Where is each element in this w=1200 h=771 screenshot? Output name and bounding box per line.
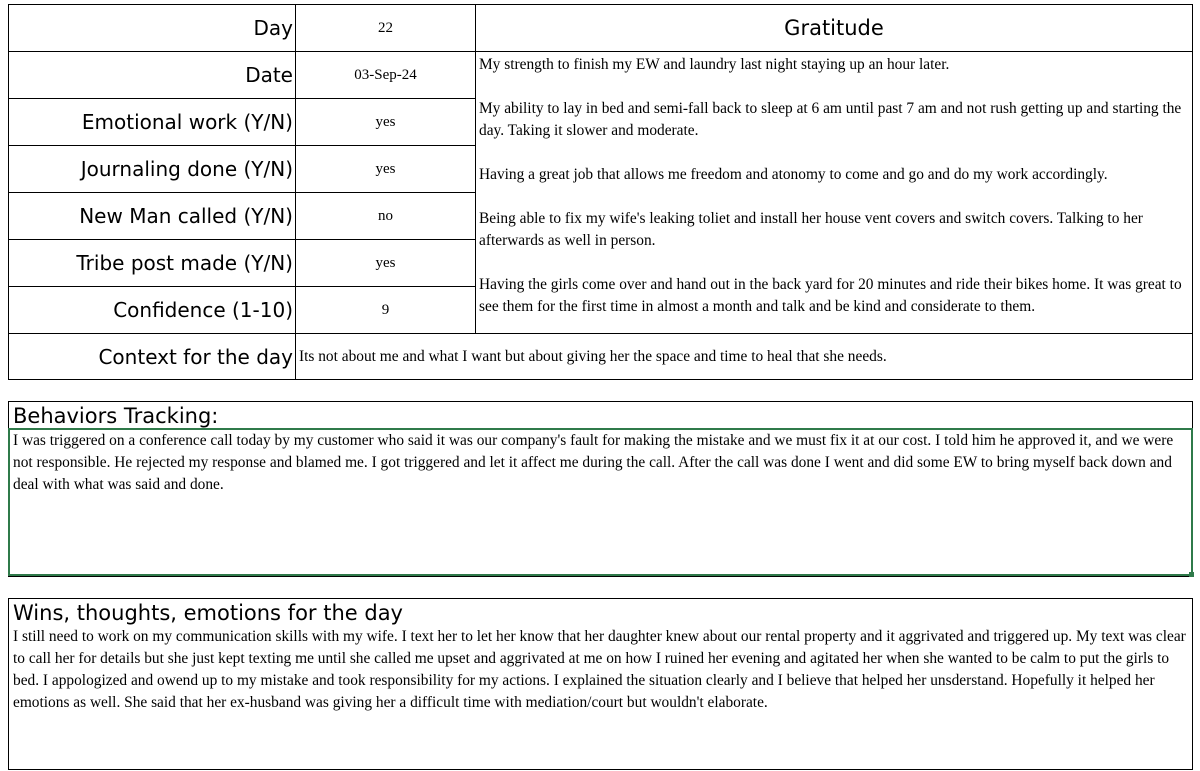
confidence-label: Confidence (1-10)	[9, 287, 296, 334]
journaling-value[interactable]: yes	[296, 146, 476, 193]
gratitude-list[interactable]	[476, 52, 1192, 334]
gratitude-item: Being able to fix my wife's leaking toliet and install her house vent covers and switch covers. Talking to her afterwards as well in person.	[479, 210, 1143, 249]
date-label: Date	[9, 52, 296, 99]
behaviors-section	[8, 401, 1193, 577]
behaviors-text[interactable]: I was triggered on a conference call today by my customer who said it was our company's fault for making the mistake and we must fix it at our cost. I told him he approved it, and we were not responsible. He rejected my response and blamed me. I got triggered and let it affect me during the call. After the call was done I went and did some EW to bring myself back down and deal with what was said and done.	[8, 428, 1193, 576]
tribe-post-label: Tribe post made (Y/N)	[9, 240, 296, 287]
date-value[interactable]: 03-Sep-24	[296, 52, 476, 99]
wins-text[interactable]: I still need to work on my communication skills with my wife. I text her to let her know that her daughter knew about our rental property and it aggrivated and triggered up. My text was clear to call her for details but she just kept texting me until she called me upset and aggrivated at me on how I ruined her evening and agitated her when she wanted to be calm to put the girls to bed. I appologized and owend up to my mistake and took responsibility for my actions. I explained the situation clearly and I believe that helped her unsderstand. Hopefully it helped her emotions as well. She said that her ex-husband was giving her a difficult time with mediation/court but wouldn't elaborate.	[13, 628, 1186, 711]
confidence-value[interactable]: 9	[296, 287, 476, 334]
gratitude-title: Gratitude	[476, 5, 1192, 52]
day-value[interactable]: 22	[296, 5, 476, 52]
gratitude-item: Having the girls come over and hand out in the back yard for 20 minutes and ride their bikes home. It was great to see them for the first time in almost a month and talk and be kind and considerate to them.	[479, 276, 1182, 315]
selection-fill-handle[interactable]	[1189, 572, 1194, 577]
wins-section	[8, 598, 1193, 770]
new-man-called-label: New Man called (Y/N)	[9, 193, 296, 240]
behaviors-title: Behaviors Tracking:	[13, 404, 219, 428]
context-label: Context for the day	[9, 334, 296, 380]
emotional-work-value[interactable]: yes	[296, 99, 476, 146]
gratitude-item: My ability to lay in bed and semi-fall back to sleep at 6 am until past 7 am and not rush getting up and starting the day. Taking it slower and moderate.	[479, 100, 1182, 139]
summary-table	[8, 4, 1193, 380]
new-man-called-value[interactable]: no	[296, 193, 476, 240]
gratitude-item: My strength to finish my EW and laundry last night staying up an hour later.	[479, 56, 950, 73]
gratitude-item: Having a great job that allows me freedom and atonomy to come and go and do my work accordingly.	[479, 166, 1108, 183]
context-value[interactable]: Its not about me and what I want but about giving her the space and time to heal that she needs.	[299, 348, 887, 365]
day-label: Day	[9, 5, 296, 52]
wins-title: Wins, thoughts, emotions for the day	[13, 601, 403, 625]
tribe-post-value[interactable]: yes	[296, 240, 476, 287]
journaling-label: Journaling done (Y/N)	[9, 146, 296, 193]
emotional-work-label: Emotional work (Y/N)	[9, 99, 296, 146]
